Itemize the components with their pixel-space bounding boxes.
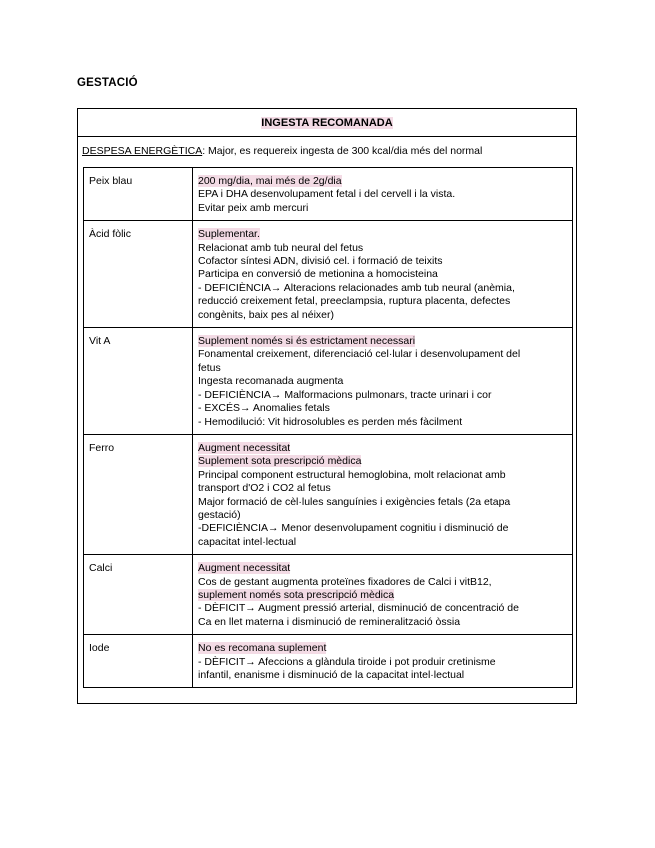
description-line <box>198 375 567 388</box>
highlighted-text: Suplement sota prescripció mèdica <box>198 455 362 468</box>
nutrient-description <box>193 555 573 635</box>
description-line <box>198 255 567 268</box>
line-text: Relacionat amb tub neural del fetus <box>198 241 364 254</box>
description-line <box>198 389 567 402</box>
description-line <box>198 362 567 375</box>
energy-expenditure-line <box>78 137 576 165</box>
nutrient-description <box>193 168 573 221</box>
description-line <box>198 576 567 589</box>
line-text: - DÈFICIT→ Augment pressió arterial, disminució de concentració de <box>198 602 519 615</box>
line-text: - DÈFICIT→ Afeccions a glàndula tiroide i pot produir cretinisme <box>198 655 496 668</box>
line-text: Evitar peix amb mercuri <box>198 201 309 214</box>
description-line <box>198 268 567 281</box>
line-text: gestació) <box>198 508 241 521</box>
description-line <box>198 202 567 215</box>
line-text: Participa en conversió de metionina a homocisteina <box>198 268 438 281</box>
energy-label: DESPESA ENERGÈTICA <box>82 145 203 157</box>
description-line <box>198 669 567 682</box>
line-text: -DEFICIÈNCIA→ Menor desenvolupament cognitiu i disminució de <box>198 522 509 535</box>
line-text: Ingesta recomanada augmenta <box>198 375 344 388</box>
highlighted-text: Suplement només si és estrictament necessari <box>198 335 416 348</box>
description-line <box>198 509 567 522</box>
highlighted-text: Augment necessitat <box>198 441 291 454</box>
description-line <box>198 656 567 669</box>
description-line <box>198 188 567 201</box>
line-text: congènits, baix pes al néixer) <box>198 308 334 321</box>
line-text: - DEFICIÈNCIA→ Malformacions pulmonars, tracte urinari i cor <box>198 388 492 401</box>
table-row <box>84 168 573 221</box>
description-line <box>198 242 567 255</box>
nutrient-description <box>193 221 573 328</box>
nutrient-name: Àcid fòlic <box>84 221 193 328</box>
line-text: reducció creixement fetal, preeclampsia, ruptura placenta, defectes <box>198 295 511 308</box>
highlighted-text: suplement només sota prescripció mèdica <box>198 588 395 601</box>
line-text: Principal component estructural hemoglobina, molt relacionat amb <box>198 468 506 481</box>
description-line <box>198 536 567 549</box>
line-text: Cofactor síntesi ADN, divisió cel. i formació de teixits <box>198 255 443 268</box>
description-line <box>198 175 567 188</box>
nutrient-description <box>193 434 573 554</box>
description-line <box>198 455 567 468</box>
description-line <box>198 616 567 629</box>
description-line <box>198 348 567 361</box>
description-line <box>198 282 567 295</box>
recommended-intake-box <box>77 108 577 704</box>
description-line <box>198 442 567 455</box>
nutrient-description <box>193 328 573 435</box>
description-line <box>198 602 567 615</box>
table-row <box>84 434 573 554</box>
nutrient-name: Ferro <box>84 434 193 554</box>
table-row <box>84 555 573 635</box>
description-line <box>198 496 567 509</box>
line-text: capacitat intel·lectual <box>198 535 297 548</box>
description-line <box>198 589 567 602</box>
nutrient-name: Vit A <box>84 328 193 435</box>
description-line <box>198 482 567 495</box>
highlighted-text: Augment necessitat <box>198 562 291 575</box>
line-text: Major formació de cèl·lules sanguínies i exigències fetals (2a etapa <box>198 495 511 508</box>
line-text: Fonamental creixement, diferenciació cel·lular i desenvolupament del <box>198 348 521 361</box>
description-line <box>198 469 567 482</box>
line-text: Cos de gestant augmenta proteïnes fixadores de Calci i vitB12, <box>198 575 492 588</box>
line-text: - EXCÉS→ Anomalies fetals <box>198 402 330 415</box>
highlighted-text: 200 mg/dia, mai més de 2g/dia <box>198 175 342 187</box>
description-line <box>198 642 567 655</box>
line-text: infantil, enanisme i disminució de la capacitat intel·lectual <box>198 669 465 681</box>
line-text: - Hemodilució: Vit hidrosolubles es perden més fàcilment <box>198 415 463 428</box>
description-line <box>198 402 567 415</box>
nutrient-name: Peix blau <box>84 168 193 221</box>
document-title: GESTACIÓ <box>77 77 138 89</box>
header-label: INGESTA RECOMANADA <box>261 116 393 129</box>
table-row <box>84 328 573 435</box>
description-line <box>198 309 567 322</box>
table-row <box>84 221 573 328</box>
table-header <box>78 109 576 137</box>
highlighted-text: No es recomana suplement <box>198 642 327 655</box>
line-text: Ca en llet materna i disminució de remineralització òssia <box>198 615 461 628</box>
nutrient-name: Iode <box>84 635 193 688</box>
description-line <box>198 295 567 308</box>
line-text: - DEFICIÈNCIA→ Alteracions relacionades amb tub neural (anèmia, <box>198 281 515 294</box>
highlighted-text: Suplementar. <box>198 228 260 241</box>
table-row <box>84 635 573 688</box>
nutrient-name: Calci <box>84 555 193 635</box>
description-line <box>198 228 567 241</box>
nutrient-table <box>83 167 573 688</box>
energy-text: : Major, es requereix ingesta de 300 kcal/dia més del normal <box>202 145 483 157</box>
line-text: fetus <box>198 361 221 374</box>
description-line <box>198 562 567 575</box>
description-line <box>198 335 567 348</box>
line-text: transport d'O2 i CO2 al fetus <box>198 482 331 495</box>
nutrient-description <box>193 635 573 688</box>
description-line <box>198 416 567 429</box>
line-text: EPA i DHA desenvolupament fetal i del cervell i la vista. <box>198 188 456 201</box>
description-line <box>198 522 567 535</box>
